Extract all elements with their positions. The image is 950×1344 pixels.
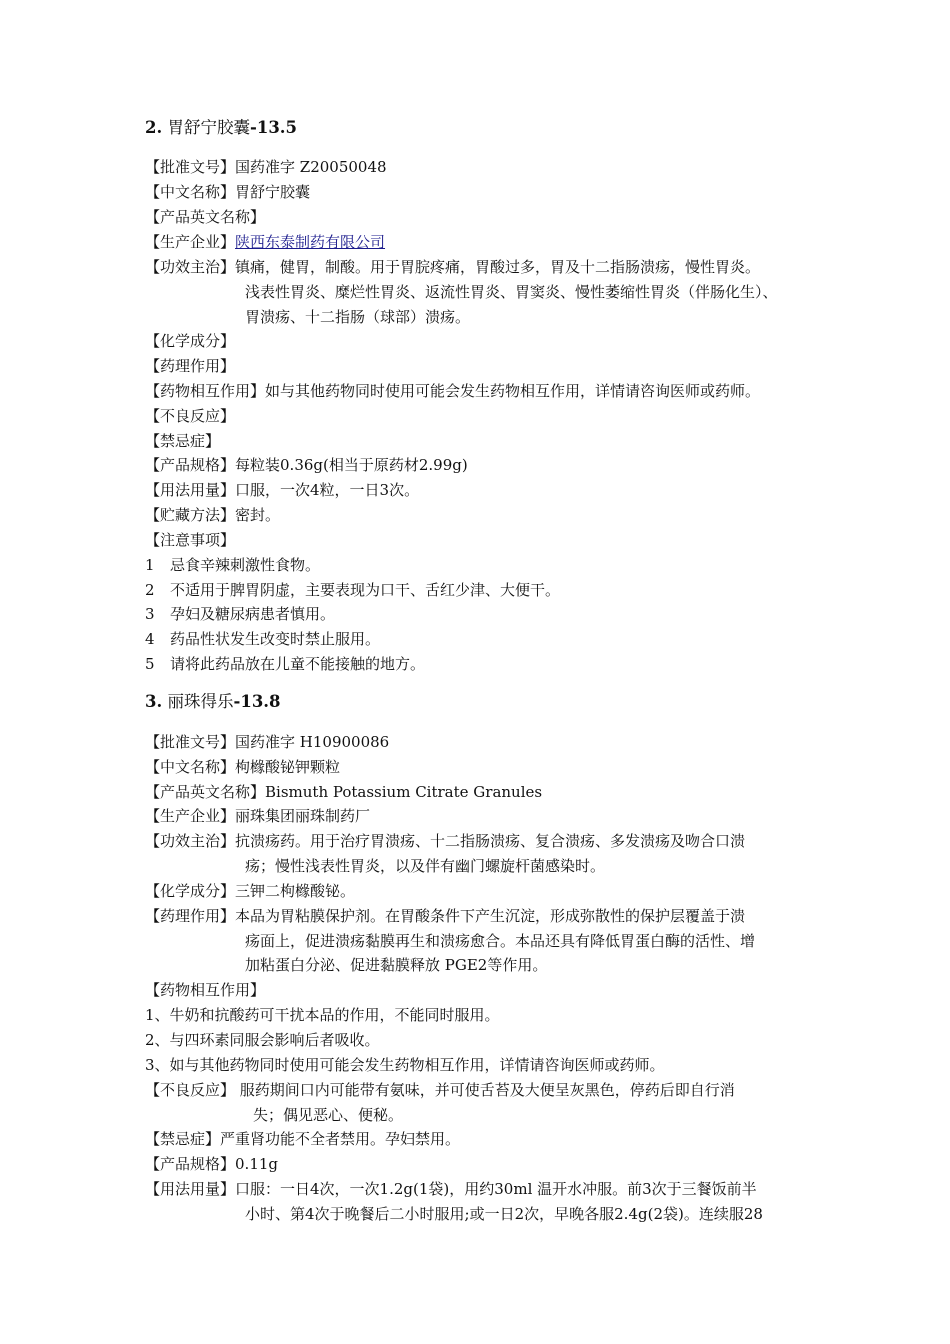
usage-continued: 小时、第4次于晚餐后二小时服用;或一日2次，早晚各服2.4g(2袋)。连续服28 — [245, 1205, 763, 1223]
field-value: 如与其他药物同时使用可能会发生药物相互作用，详情请咨询医师或药师。 — [265, 382, 761, 400]
adverse-row — [145, 404, 850, 429]
cn-name-row — [145, 755, 850, 780]
spec-row — [145, 453, 850, 478]
maker-row — [145, 804, 850, 829]
list-item — [145, 602, 335, 627]
spec-row — [145, 1152, 850, 1177]
pharm-continued: 疡面上，促进溃疡黏膜再生和溃疡愈合。本品还具有降低胃蛋白酶的活性、增 — [245, 932, 756, 950]
field-label: 【药物相互作用】 — [145, 981, 266, 999]
field-label: 【药理作用】 — [145, 907, 236, 925]
field-value: 服药期间口内可能带有氨味，并可使舌苔及大便呈灰黑色，停药后即自行消 — [239, 1081, 735, 1099]
indication-continued: 胃溃疡、十二指肠（球部）溃疡。 — [245, 308, 471, 326]
field-label: 【功效主治】 — [145, 832, 236, 850]
section-title: 丽珠得乐 — [167, 692, 234, 711]
field-label: 【中文名称】 — [145, 758, 236, 776]
field-value: 每粒装0.36g(相当于原药材2.99g) — [235, 456, 468, 474]
field-label: 【功效主治】 — [145, 258, 236, 276]
item-number: 2 — [145, 581, 155, 599]
section-number: 2. — [145, 118, 163, 137]
pharm-continued: 加粘蛋白分泌、促进黏膜释放 PGE2等作用。 — [245, 956, 548, 974]
section-heading — [145, 690, 281, 714]
item-text: 药品性状发生改变时禁止服用。 — [170, 630, 381, 648]
item-text: 忌食辛辣刺激性食物。 — [170, 556, 321, 574]
indication-continued: 浅表性胃炎、糜烂性胃炎、返流性胃炎、胃窦炎、慢性萎缩性胃炎（伴肠化生）、 — [245, 283, 778, 301]
list-item — [145, 627, 380, 652]
field-label: 【生产企业】 — [145, 807, 236, 825]
approval-row — [145, 155, 850, 180]
list-item — [145, 652, 425, 677]
field-value: 抗溃疡药。用于治疗胃溃疡、十二指肠溃疡、复合溃疡、多发溃疡及吻合口溃 — [235, 832, 746, 850]
field-label: 【批准文号】 — [145, 158, 236, 176]
section-title: 胃舒宁胶囊 — [167, 118, 250, 137]
field-value: 镇痛，健胃，制酸。用于胃脘疼痛，胃酸过多，胃及十二指肠溃疡，慢性胃炎。 — [235, 258, 761, 276]
pharm-row — [145, 904, 850, 929]
indication-row — [145, 255, 850, 280]
field-value: 严重肾功能不全者禁用。孕妇禁用。 — [220, 1130, 461, 1148]
indication-continued: 疡；慢性浅表性胃炎，以及伴有幽门螺旋杆菌感染时。 — [245, 857, 606, 875]
field-label: 【用法用量】 — [145, 481, 236, 499]
interact-item: 3、如与其他药物同时使用可能会发生药物相互作用，详情请咨询医师或药师。 — [145, 1056, 665, 1074]
approval-row — [145, 730, 850, 755]
notes-row — [145, 528, 850, 553]
field-value: 胃舒宁胶囊 — [235, 183, 311, 201]
item-text: 孕妇及糖尿病患者慎用。 — [170, 605, 336, 623]
maker-link[interactable]: 陕西东泰制药有限公司 — [235, 233, 386, 251]
field-label: 【注意事项】 — [145, 531, 236, 549]
item-text: 不适用于脾胃阴虚，主要表现为口干、舌红少津、大便干。 — [170, 581, 561, 599]
interact-row — [145, 379, 850, 404]
field-value: 枸橼酸铋钾颗粒 — [235, 758, 341, 776]
section-number: 3. — [145, 692, 163, 711]
section-price: -13.8 — [233, 692, 281, 711]
field-label: 【产品规格】 — [145, 1155, 236, 1173]
field-value: 0.11g — [235, 1155, 279, 1173]
interact-row — [145, 978, 850, 1003]
maker-row — [145, 230, 850, 255]
en-name-row — [145, 780, 850, 805]
adverse-continued: 失；偶见恶心、便秘。 — [253, 1106, 404, 1124]
field-label: 【不良反应】 — [145, 407, 236, 425]
list-item — [145, 578, 560, 603]
field-value: 丽珠集团丽珠制药厂 — [235, 807, 371, 825]
field-label: 【生产企业】 — [145, 233, 236, 251]
field-label: 【药物相互作用】 — [145, 382, 266, 400]
cn-name-row — [145, 180, 850, 205]
pharm-row — [145, 354, 850, 379]
field-label: 【产品英文名称】 — [145, 783, 266, 801]
item-number: 4 — [145, 630, 155, 648]
item-text: 请将此药品放在儿童不能接触的地方。 — [170, 655, 426, 673]
contra-row — [145, 429, 850, 454]
field-label: 【禁忌症】 — [145, 432, 221, 450]
indication-row — [145, 829, 850, 854]
field-label: 【产品英文名称】 — [145, 208, 266, 226]
field-label: 【贮藏方法】 — [145, 506, 236, 524]
field-label: 【化学成分】 — [145, 332, 236, 350]
en-name-row — [145, 205, 850, 230]
field-value: 密封。 — [235, 506, 281, 524]
list-item — [145, 553, 320, 578]
field-label: 【药理作用】 — [145, 357, 236, 375]
item-number: 3 — [145, 605, 155, 623]
item-number: 1 — [145, 556, 155, 574]
field-value: 三钾二枸橼酸铋。 — [235, 882, 356, 900]
interact-item: 1、牛奶和抗酸药可干扰本品的作用，不能同时服用。 — [145, 1006, 500, 1024]
field-label: 【化学成分】 — [145, 882, 236, 900]
field-value: 国药准字 H10900086 — [235, 733, 390, 751]
storage-row — [145, 503, 850, 528]
field-value: 口服：一日4次，一次1.2g(1袋)，用约30ml 温开水冲服。前3次于三餐饭前半 — [235, 1180, 757, 1198]
field-label: 【产品规格】 — [145, 456, 236, 474]
field-value: 本品为胃粘膜保护剂。在胃酸条件下产生沉淀，形成弥散性的保护层覆盖于溃 — [235, 907, 746, 925]
usage-row — [145, 478, 850, 503]
section-price: -13.5 — [249, 118, 298, 137]
chem-row — [145, 879, 850, 904]
interact-item: 2、与四环素同服会影响后者吸收。 — [145, 1031, 380, 1049]
field-label: 【禁忌症】 — [145, 1130, 221, 1148]
field-label: 【不良反应】 — [145, 1081, 236, 1099]
field-value: 口服，一次4粒，一日3次。 — [235, 481, 420, 499]
item-number: 5 — [145, 655, 155, 673]
usage-row — [145, 1177, 850, 1202]
section-heading — [145, 116, 297, 140]
field-label: 【中文名称】 — [145, 183, 236, 201]
adverse-row — [145, 1078, 850, 1103]
field-label: 【用法用量】 — [145, 1180, 236, 1198]
field-label: 【批准文号】 — [145, 733, 236, 751]
contra-row — [145, 1127, 850, 1152]
field-value: Bismuth Potassium Citrate Granules — [265, 783, 543, 801]
field-value: 国药准字 Z20050048 — [235, 158, 387, 176]
chem-row — [145, 329, 850, 354]
